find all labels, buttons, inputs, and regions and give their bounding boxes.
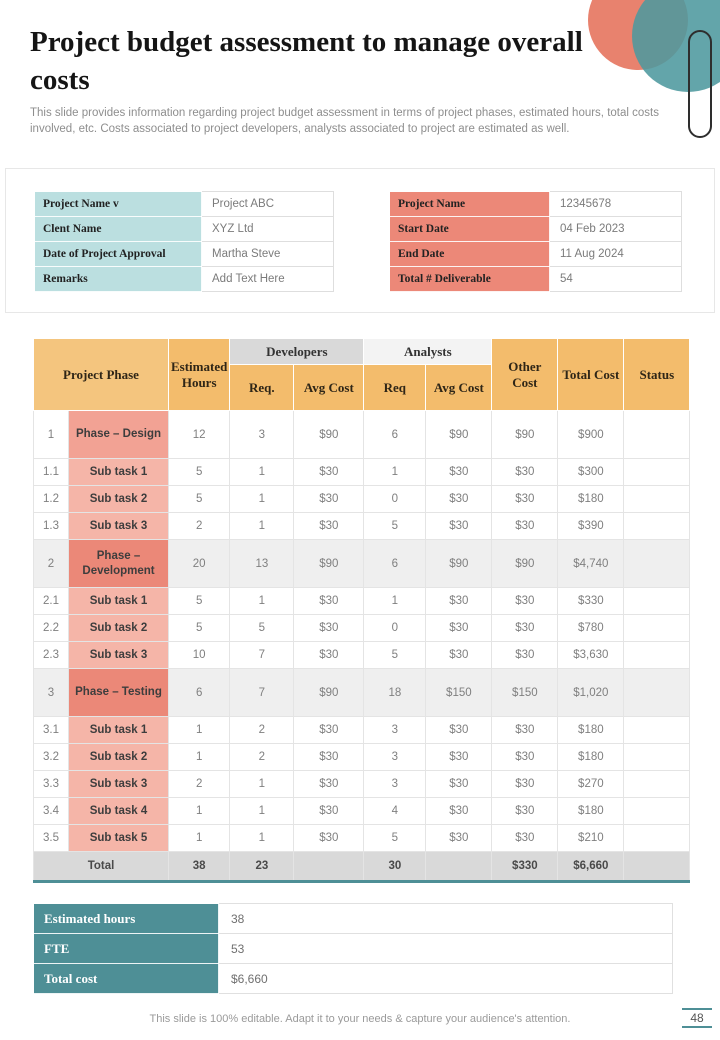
cell-status xyxy=(624,717,690,744)
cell-analysts-req: 0 xyxy=(364,615,426,642)
cell-developers-avg-cost: $90 xyxy=(294,540,364,588)
cell-estimated-hours: 1 xyxy=(169,825,230,852)
cell-phase-name: Phase – Development xyxy=(69,540,169,588)
cell-analysts-req: 6 xyxy=(364,411,426,459)
cell-estimated-hours: 1 xyxy=(169,798,230,825)
cell-other-cost: $150 xyxy=(492,669,558,717)
cell-estimated-hours: 6 xyxy=(169,669,230,717)
column-header-status: Status xyxy=(624,339,690,411)
total-developers-req: 23 xyxy=(230,852,294,882)
project-info-section xyxy=(5,168,715,313)
cell-developers-avg-cost: $90 xyxy=(294,411,364,459)
info-value: 04 Feb 2023 xyxy=(550,217,682,242)
cell-estimated-hours: 2 xyxy=(169,771,230,798)
table-row xyxy=(34,964,673,994)
cell-analysts-avg-cost: $30 xyxy=(426,459,492,486)
cell-row-number: 2 xyxy=(34,540,69,588)
info-label: Project Name xyxy=(390,192,550,217)
cell-status xyxy=(624,411,690,459)
table-row xyxy=(390,267,682,292)
cell-phase-name: Sub task 4 xyxy=(69,798,169,825)
table-row xyxy=(35,267,334,292)
cell-analysts-avg-cost: $30 xyxy=(426,717,492,744)
cell-status xyxy=(624,825,690,852)
header-group-row xyxy=(34,339,690,365)
page-number: 48 xyxy=(682,1008,712,1028)
cell-phase-name: Sub task 1 xyxy=(69,459,169,486)
total-label: Total xyxy=(34,852,169,882)
cell-analysts-avg-cost: $30 xyxy=(426,513,492,540)
cell-phase-name: Sub task 1 xyxy=(69,588,169,615)
info-value: Martha Steve xyxy=(202,242,334,267)
cell-row-number: 1.3 xyxy=(34,513,69,540)
summary-label: Total cost xyxy=(34,964,219,994)
cell-developers-avg-cost: $30 xyxy=(294,717,364,744)
cell-phase-name: Sub task 2 xyxy=(69,744,169,771)
cell-total-cost: $390 xyxy=(558,513,624,540)
budget-table-body xyxy=(34,411,690,852)
cell-analysts-req: 4 xyxy=(364,798,426,825)
cell-row-number: 2.3 xyxy=(34,642,69,669)
info-value: Project ABC xyxy=(202,192,334,217)
cell-developers-avg-cost: $30 xyxy=(294,642,364,669)
cell-other-cost: $30 xyxy=(492,825,558,852)
cell-total-cost: $1,020 xyxy=(558,669,624,717)
cell-estimated-hours: 10 xyxy=(169,642,230,669)
cell-other-cost: $30 xyxy=(492,771,558,798)
budget-table-footer xyxy=(34,852,690,882)
column-group-analysts: Analysts xyxy=(364,339,492,365)
total-status xyxy=(624,852,690,882)
info-label: Total # Deliverable xyxy=(390,267,550,292)
cell-analysts-avg-cost: $150 xyxy=(426,669,492,717)
cell-other-cost: $30 xyxy=(492,513,558,540)
budget-table-header xyxy=(34,339,690,411)
cell-developers-avg-cost: $30 xyxy=(294,744,364,771)
cell-other-cost: $30 xyxy=(492,486,558,513)
column-group-developers: Developers xyxy=(230,339,364,365)
cell-total-cost: $180 xyxy=(558,717,624,744)
cell-analysts-avg-cost: $30 xyxy=(426,615,492,642)
cell-row-number: 1.1 xyxy=(34,459,69,486)
cell-developers-req: 1 xyxy=(230,798,294,825)
cell-analysts-avg-cost: $30 xyxy=(426,486,492,513)
table-row xyxy=(34,934,673,964)
cell-row-number: 3.2 xyxy=(34,744,69,771)
cell-other-cost: $30 xyxy=(492,717,558,744)
summary-value: $6,660 xyxy=(219,964,673,994)
cell-developers-avg-cost: $90 xyxy=(294,669,364,717)
summary-value: 53 xyxy=(219,934,673,964)
cell-other-cost: $90 xyxy=(492,411,558,459)
cell-status xyxy=(624,642,690,669)
cell-row-number: 3.1 xyxy=(34,717,69,744)
budget-table xyxy=(33,338,690,883)
budget-table-row xyxy=(34,459,690,486)
summary-value: 38 xyxy=(219,904,673,934)
budget-table-row xyxy=(34,615,690,642)
cell-estimated-hours: 5 xyxy=(169,615,230,642)
cell-developers-req: 1 xyxy=(230,588,294,615)
total-other-cost: $330 xyxy=(492,852,558,882)
cell-row-number: 2.2 xyxy=(34,615,69,642)
cell-analysts-req: 6 xyxy=(364,540,426,588)
table-row xyxy=(390,242,682,267)
cell-total-cost: $3,630 xyxy=(558,642,624,669)
budget-table-row xyxy=(34,798,690,825)
cell-analysts-req: 1 xyxy=(364,459,426,486)
info-label: End Date xyxy=(390,242,550,267)
column-header-analysts-avg-cost: Avg Cost xyxy=(426,365,492,411)
cell-analysts-req: 0 xyxy=(364,486,426,513)
cell-total-cost: $780 xyxy=(558,615,624,642)
cell-status xyxy=(624,540,690,588)
cell-phase-name: Sub task 3 xyxy=(69,513,169,540)
total-analysts-req: 30 xyxy=(364,852,426,882)
cell-other-cost: $30 xyxy=(492,615,558,642)
remarks-placeholder[interactable]: Add Text Here xyxy=(202,267,334,292)
table-row xyxy=(35,242,334,267)
cell-status xyxy=(624,771,690,798)
cell-developers-req: 1 xyxy=(230,513,294,540)
cell-row-number: 3.4 xyxy=(34,798,69,825)
cell-other-cost: $90 xyxy=(492,540,558,588)
cell-analysts-avg-cost: $30 xyxy=(426,588,492,615)
slide-description: This slide provides information regarding project budget assessment in terms of project phases, estimated hours, total costs involved, etc. Costs associated to project developers, analysts associated to project are estimated as well. xyxy=(30,107,659,135)
cell-phase-name: Sub task 1 xyxy=(69,717,169,744)
cell-phase-name: Sub task 3 xyxy=(69,771,169,798)
table-row xyxy=(34,904,673,934)
cell-status xyxy=(624,744,690,771)
cell-phase-name: Sub task 3 xyxy=(69,642,169,669)
info-label: Project Name v xyxy=(35,192,202,217)
cell-analysts-req: 5 xyxy=(364,642,426,669)
cell-phase-name: Sub task 5 xyxy=(69,825,169,852)
cell-total-cost: $180 xyxy=(558,798,624,825)
cell-developers-req: 1 xyxy=(230,771,294,798)
cell-row-number: 1.2 xyxy=(34,486,69,513)
total-total-cost: $6,660 xyxy=(558,852,624,882)
info-value: 12345678 xyxy=(550,192,682,217)
cell-analysts-avg-cost: $30 xyxy=(426,798,492,825)
cell-estimated-hours: 12 xyxy=(169,411,230,459)
info-label: Start Date xyxy=(390,217,550,242)
cell-status xyxy=(624,669,690,717)
paperclip-icon xyxy=(688,30,712,138)
cell-analysts-avg-cost: $30 xyxy=(426,771,492,798)
cell-phase-name: Phase – Design xyxy=(69,411,169,459)
cell-row-number: 3 xyxy=(34,669,69,717)
cell-total-cost: $180 xyxy=(558,486,624,513)
budget-table-row xyxy=(34,540,690,588)
cell-other-cost: $30 xyxy=(492,642,558,669)
cell-estimated-hours: 2 xyxy=(169,513,230,540)
cell-status xyxy=(624,459,690,486)
cell-analysts-avg-cost: $90 xyxy=(426,411,492,459)
project-info-table-right xyxy=(389,191,682,292)
cell-analysts-avg-cost: $30 xyxy=(426,642,492,669)
cell-other-cost: $30 xyxy=(492,798,558,825)
cell-developers-req: 13 xyxy=(230,540,294,588)
cell-developers-req: 7 xyxy=(230,642,294,669)
cell-total-cost: $270 xyxy=(558,771,624,798)
table-row xyxy=(35,192,334,217)
total-developers-avg-cost xyxy=(294,852,364,882)
cell-analysts-avg-cost: $30 xyxy=(426,744,492,771)
cell-total-cost: $180 xyxy=(558,744,624,771)
cell-estimated-hours: 5 xyxy=(169,588,230,615)
cell-developers-avg-cost: $30 xyxy=(294,513,364,540)
budget-table-row xyxy=(34,744,690,771)
table-row xyxy=(390,217,682,242)
info-label: Date of Project Approval xyxy=(35,242,202,267)
summary-label: Estimated hours xyxy=(34,904,219,934)
budget-table-row xyxy=(34,513,690,540)
budget-table-row xyxy=(34,717,690,744)
cell-analysts-req: 5 xyxy=(364,825,426,852)
project-info-table-left xyxy=(34,191,334,292)
column-header-developers-avg-cost: Avg Cost xyxy=(294,365,364,411)
column-header-estimated-hours: Estimated Hours xyxy=(169,339,230,411)
cell-total-cost: $300 xyxy=(558,459,624,486)
budget-table-row xyxy=(34,825,690,852)
cell-developers-req: 1 xyxy=(230,825,294,852)
cell-analysts-req: 18 xyxy=(364,669,426,717)
cell-total-cost: $4,740 xyxy=(558,540,624,588)
cell-analysts-req: 5 xyxy=(364,513,426,540)
cell-total-cost: $210 xyxy=(558,825,624,852)
budget-table-row xyxy=(34,588,690,615)
total-row xyxy=(34,852,690,882)
info-value: XYZ Ltd xyxy=(202,217,334,242)
cell-analysts-req: 3 xyxy=(364,717,426,744)
cell-total-cost: $900 xyxy=(558,411,624,459)
cell-developers-req: 1 xyxy=(230,459,294,486)
column-header-project-phase: Project Phase xyxy=(34,339,169,411)
cell-developers-req: 7 xyxy=(230,669,294,717)
cell-row-number: 3.5 xyxy=(34,825,69,852)
budget-table-row xyxy=(34,486,690,513)
cell-developers-req: 3 xyxy=(230,411,294,459)
cell-row-number: 1 xyxy=(34,411,69,459)
budget-table-row xyxy=(34,411,690,459)
summary-table xyxy=(33,903,673,994)
column-header-other-cost: Other Cost xyxy=(492,339,558,411)
cell-developers-req: 1 xyxy=(230,486,294,513)
cell-total-cost: $330 xyxy=(558,588,624,615)
cell-developers-avg-cost: $30 xyxy=(294,486,364,513)
cell-developers-avg-cost: $30 xyxy=(294,771,364,798)
cell-developers-avg-cost: $30 xyxy=(294,459,364,486)
column-header-developers-req: Req. xyxy=(230,365,294,411)
cell-developers-req: 5 xyxy=(230,615,294,642)
info-label: Remarks xyxy=(35,267,202,292)
cell-analysts-req: 3 xyxy=(364,744,426,771)
cell-estimated-hours: 5 xyxy=(169,486,230,513)
info-label: Clent Name xyxy=(35,217,202,242)
cell-analysts-req: 3 xyxy=(364,771,426,798)
cell-estimated-hours: 20 xyxy=(169,540,230,588)
cell-developers-req: 2 xyxy=(230,744,294,771)
cell-other-cost: $30 xyxy=(492,588,558,615)
column-header-analysts-req: Req xyxy=(364,365,426,411)
cell-phase-name: Sub task 2 xyxy=(69,486,169,513)
cell-phase-name: Sub task 2 xyxy=(69,615,169,642)
info-value: 54 xyxy=(550,267,682,292)
cell-estimated-hours: 1 xyxy=(169,744,230,771)
column-header-total-cost: Total Cost xyxy=(558,339,624,411)
cell-analysts-req: 1 xyxy=(364,588,426,615)
total-estimated-hours: 38 xyxy=(169,852,230,882)
total-analysts-avg-cost xyxy=(426,852,492,882)
cell-developers-req: 2 xyxy=(230,717,294,744)
budget-table-row xyxy=(34,642,690,669)
cell-estimated-hours: 5 xyxy=(169,459,230,486)
cell-status xyxy=(624,615,690,642)
budget-table-row xyxy=(34,669,690,717)
table-row xyxy=(390,192,682,217)
cell-developers-avg-cost: $30 xyxy=(294,588,364,615)
cell-other-cost: $30 xyxy=(492,744,558,771)
summary-label: FTE xyxy=(34,934,219,964)
footer-note: This slide is 100% editable. Adapt it to your needs & capture your audience's attention. xyxy=(149,1013,571,1025)
cell-developers-avg-cost: $30 xyxy=(294,615,364,642)
cell-row-number: 3.3 xyxy=(34,771,69,798)
cell-status xyxy=(624,798,690,825)
info-value: 11 Aug 2024 xyxy=(550,242,682,267)
budget-table-row xyxy=(34,771,690,798)
cell-estimated-hours: 1 xyxy=(169,717,230,744)
cell-analysts-avg-cost: $90 xyxy=(426,540,492,588)
cell-developers-avg-cost: $30 xyxy=(294,798,364,825)
cell-developers-avg-cost: $30 xyxy=(294,825,364,852)
cell-status xyxy=(624,588,690,615)
table-row xyxy=(35,217,334,242)
cell-analysts-avg-cost: $30 xyxy=(426,825,492,852)
cell-status xyxy=(624,486,690,513)
cell-row-number: 2.1 xyxy=(34,588,69,615)
page-title: Project budget assessment to manage overall costs xyxy=(30,26,583,96)
cell-phase-name: Phase – Testing xyxy=(69,669,169,717)
cell-status xyxy=(624,513,690,540)
cell-other-cost: $30 xyxy=(492,459,558,486)
